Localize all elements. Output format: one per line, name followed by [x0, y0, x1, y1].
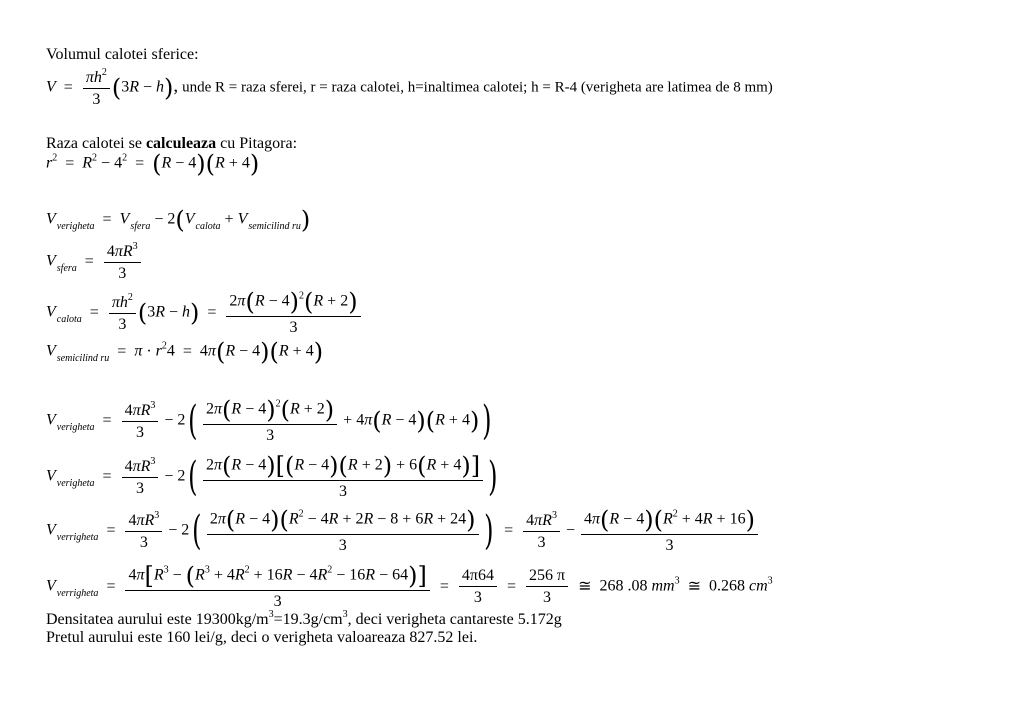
- price-text: Pretul aurului este 160 lei/g, deci o verigheta valoareaza 827.52 lei.: [46, 629, 478, 646]
- formula-sphere: $V_{sfera}$ = $\frac{4\pi R^3}{3}$: [46, 242, 143, 282]
- cap-explanation: unde R = raza sferei, r = raza calotei, h=inaltimea calotei; h = R-4 (verigheta are latimea de 8 mm): [182, 79, 773, 96]
- density-text: Densitatea aurului este $19300kg/m^3=19.3g/cm^3$, deci verigheta cantareste 5.172g: [46, 609, 562, 628]
- intro-text: Volumul calotei sferice:: [46, 46, 199, 63]
- formula-final-result: $V_{verrigheta}$ = $\frac{4\pi[R^3 - (R^3 + 4R^2 + 16R - 4R^2 - 16R - 64)]}{3}$ = $\frac{4\pi 64}{3}$ = $\frac{256 \pi}{3}$ ≅ 268 .08 $mm^3$ ≅ 0.268 $cm^3$: [46, 562, 773, 610]
- formula-expansion-3: $V_{verrigheta}$ = $\frac{4\pi R^3}{3}$ − 2( $\frac{2\pi(R - 4)(R^2 - 4R + 2R - 8 + 6R + 24)}{3}$ ) = $\frac{4\pi R^3}{3}$ − $\frac{4\pi(R - 4)(R^2 + 4R + 16)}{3}$: [46, 508, 760, 554]
- formula-expansion-2: $V_{verigheta}$ = $\frac{4\pi R^3}{3}$ − 2( $\frac{2\pi(R - 4)[(R - 4)(R + 2) + 6(R + 4)]}{3}$ ): [46, 452, 498, 500]
- formula-calota: $V_{calota}$ = $\frac{\pi h^2}{3}$ (3R − h) = $\frac{2\pi(R - 4)^2(R + 2)}{3}$: [46, 290, 363, 336]
- formula-semicylinder: $V_{semicilind ru} = \pi \cdot r^24 = 4\pi(R - 4)(R + 4)$: [46, 338, 324, 366]
- formula-cap-volume: V = $\frac{\pi h^2}{3}$ (3R − h), unde R = raza sferei, r = raza calotei, h=inaltimea calotei; h = R-4 (verigheta are latimea de 8 mm): [46, 67, 773, 108]
- pythagoras-text: Raza calotei se calculeaza cu Pitagora:: [46, 135, 298, 152]
- formula-radius: $r^2 = R^2 - 4^2 = (R - 4)(R + 4)$: [46, 150, 260, 178]
- formula-expansion-1: $V_{verigheta}$ = $\frac{4\pi R^3}{3}$ − 2( $\frac{2\pi(R - 4)^2(R + 2)}{3}$ + 4π(R − 4)(R + 4)): [46, 396, 492, 444]
- formula-ring-def: $V_{verigheta} = V_{sfera} - 2(V_{calota} + V_{semicilind ru})$: [46, 206, 311, 234]
